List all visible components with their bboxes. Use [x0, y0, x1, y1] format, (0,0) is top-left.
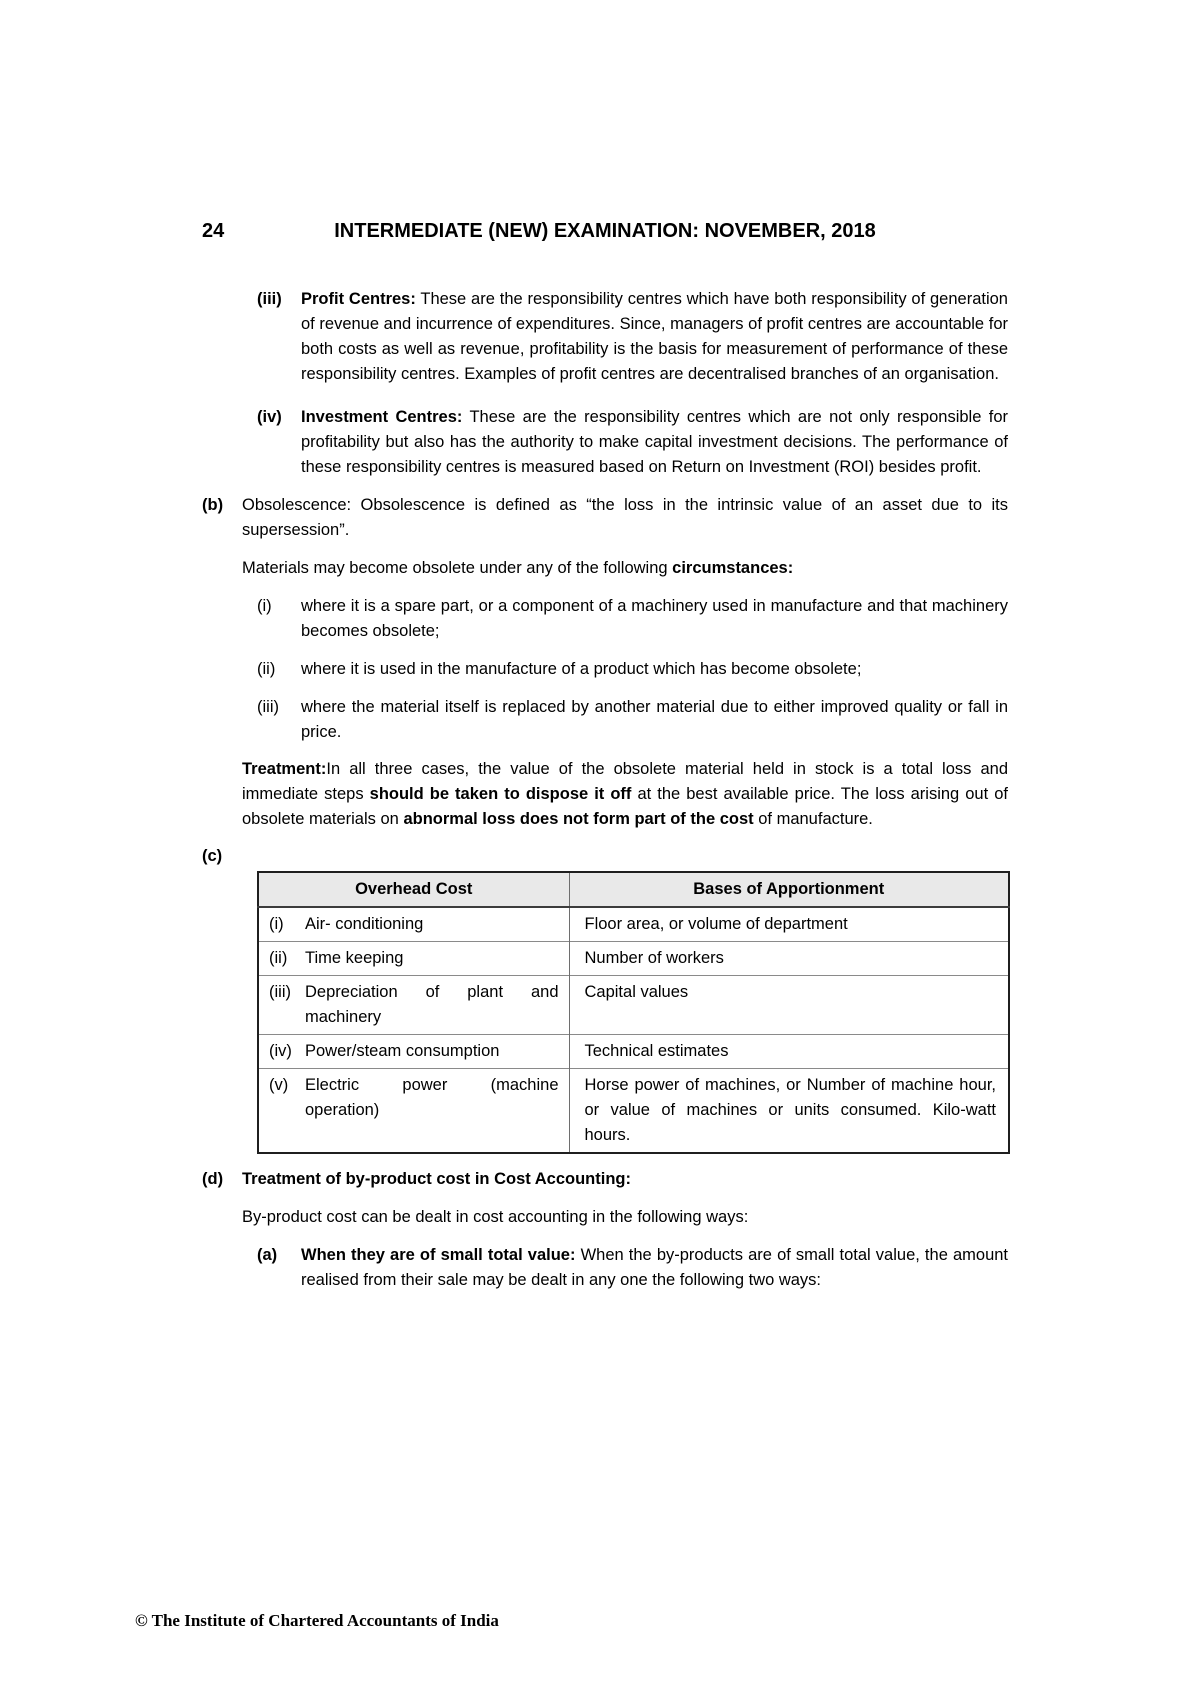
overhead-item: Depreciation of plant and machinery [305, 983, 559, 1026]
overhead-cost-cell [258, 907, 569, 942]
treatment-bold-1: should be taken to dispose it off [369, 785, 632, 803]
overhead-cost-cell [258, 1069, 569, 1154]
answer-item-profit-centres [202, 287, 1008, 387]
table-row [258, 1069, 1009, 1154]
intro-text: Materials may become obsolete under any of the following [242, 559, 673, 577]
overhead-cost-cell [258, 942, 569, 976]
item-label: (d) [202, 1170, 224, 1188]
row-number: (ii) [269, 949, 288, 967]
page-number: 24 [202, 220, 225, 242]
table-header-overhead-cost: Overhead Cost [258, 872, 569, 907]
copyright-footer: © The Institute of Chartered Accountants of India [135, 1611, 499, 1630]
answer-item-investment-centres [202, 405, 1008, 480]
intro-bold-text: circumstances: [672, 559, 794, 577]
basis-cell: Technical estimates [569, 1035, 1009, 1069]
answer-item-b-obsolescence [202, 493, 1008, 543]
item-label: (i) [257, 597, 272, 615]
basis-cell: Horse power of machines, or Number of machine hour, or value of machines or units consumed. Kilo-watt hours. [569, 1069, 1009, 1154]
treatment-text-1: In all three cases, the value of the obsolete material held in stock is a total loss and immediate steps [242, 760, 1008, 803]
answer-item-c [202, 844, 1008, 869]
item-heading: Investment Centres: [301, 408, 463, 426]
treatment-lead: Treatment: [242, 760, 327, 778]
overhead-cost-cell [258, 1035, 569, 1069]
item-label: (b) [202, 496, 224, 514]
by-product-intro: By-product cost can be dealt in cost accounting in the following ways: [242, 1208, 749, 1226]
basis-cell: Floor area, or volume of department [569, 907, 1009, 942]
basis-cell: Number of workers [569, 942, 1009, 976]
by-product-item-a [202, 1243, 1008, 1293]
table-row [258, 942, 1009, 976]
treatment-bold-2: abnormal loss does not form part of the cost [403, 810, 754, 828]
item-text: where the material itself is replaced by another material due to either improved quality or fall in price. [301, 698, 1008, 741]
item-body-text: When the by-products are of small total value, the amount realised from their sale may be dealt in any one the following two ways: [301, 1246, 1008, 1289]
item-text: where it is a spare part, or a component of a machinery used in manufacture and that machinery becomes obsolete; [301, 597, 1008, 640]
apportionment-table [257, 871, 1010, 1154]
item-label: (a) [257, 1246, 278, 1264]
item-body-text: These are the responsibility centres which are not only responsible for profitability but also has the authority to make capital investment decisions. The performance of these responsibility centres is measured based on Return on Investment (ROI) besides profit. [301, 408, 1008, 476]
answer-item-d-heading [202, 1167, 1008, 1192]
item-heading: Profit Centres: [301, 290, 416, 308]
item-text [242, 493, 1008, 543]
overhead-item: Power/steam consumption [305, 1042, 500, 1060]
item-text [301, 405, 1008, 480]
item-label: (iii) [257, 698, 279, 716]
circumstance-item-3 [202, 695, 1008, 745]
item-label: (iv) [257, 408, 282, 426]
circumstance-item-2 [202, 657, 1008, 682]
treatment-text-3: of manufacture. [753, 810, 873, 828]
table-row [258, 976, 1009, 1035]
overhead-cost-cell [258, 976, 569, 1035]
item-text [301, 287, 1008, 387]
treatment-paragraph [242, 757, 1008, 832]
treatment-text-2: at the best available price. The loss arising out of obsolete materials on [242, 785, 1008, 828]
table-header-row [258, 872, 1009, 907]
item-label: (ii) [257, 660, 276, 678]
item-label: (iii) [257, 290, 282, 308]
table-header-bases: Bases of Apportionment [569, 872, 1009, 907]
overhead-item: Air- conditioning [305, 915, 424, 933]
row-number: (v) [269, 1076, 289, 1094]
item-body-text: Obsolescence: Obsolescence is defined as “the loss in the intrinsic value of an asset due to its supersession”. [242, 496, 1008, 539]
item-body-text: These are the responsibility centres which have both responsibility of generation of revenue and incurrence of expenditures. Since, managers of profit centres are accountable for both costs as well as revenue, profitability is the basis for measurement of performance of these responsibility centres. Examples of profit centres are decentralised branches of an organisation. [301, 290, 1008, 383]
basis-cell: Capital values [569, 976, 1009, 1035]
obsolescence-intro [242, 556, 1008, 581]
item-heading: Treatment of by-product cost in Cost Accounting: [242, 1170, 631, 1188]
overhead-item: Electric power (machine operation) [305, 1076, 559, 1119]
circumstance-item-1 [202, 594, 1008, 644]
item-text: where it is used in the manufacture of a product which has become obsolete; [301, 660, 862, 678]
table-row [258, 1035, 1009, 1069]
row-number: (iii) [269, 983, 291, 1001]
page-title: INTERMEDIATE (NEW) EXAMINATION: NOVEMBER, 2018 [334, 220, 876, 242]
answer-content [202, 287, 1008, 1293]
table-row [258, 907, 1009, 942]
item-label: (c) [202, 847, 223, 865]
item-heading: When they are of small total value: [301, 1246, 576, 1264]
row-number: (i) [269, 915, 284, 933]
overhead-item: Time keeping [305, 949, 404, 967]
page-header [202, 220, 1008, 244]
item-text [301, 1243, 1008, 1293]
row-number: (iv) [269, 1042, 292, 1060]
